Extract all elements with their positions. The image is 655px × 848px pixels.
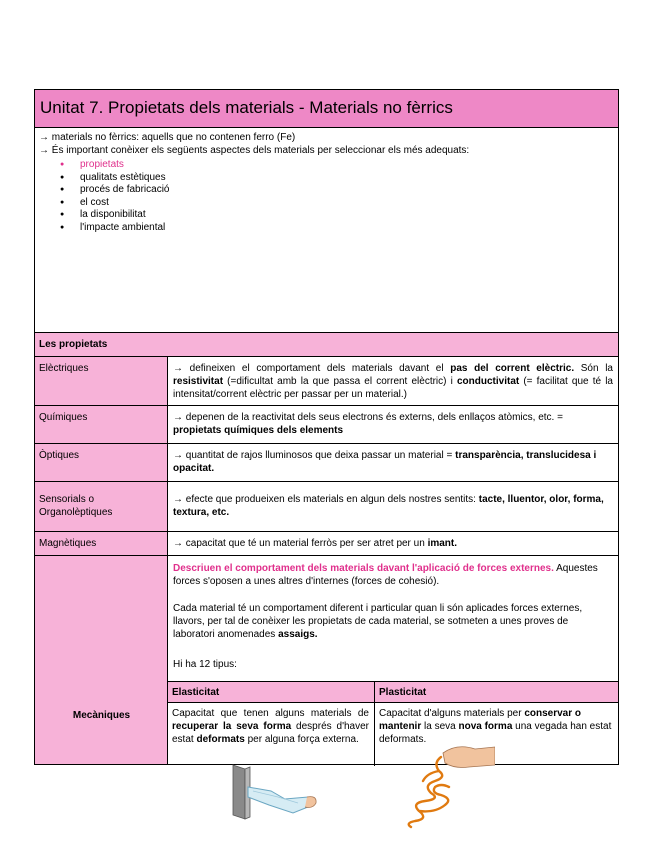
row-label: Magnètiques bbox=[35, 532, 168, 555]
row-label: Mecàniques bbox=[72, 710, 131, 721]
plastic-wire-illustration bbox=[395, 743, 495, 829]
row-label: Òptiques bbox=[35, 444, 168, 481]
elasticitat-cell bbox=[168, 703, 374, 765]
table-row-sensorials bbox=[35, 482, 618, 532]
intro-line-definition: → materials no fèrrics: aquells que no contenen ferro (Fe) bbox=[39, 132, 296, 143]
mecaniques-description bbox=[168, 556, 618, 764]
mecaniques-paragraph-1: Descriuen el comportament dels materials davant l'aplicació de forces externes. Aquestes forces s'oposen a unes altres d'internes (forces de cohesió). bbox=[173, 563, 598, 587]
list-item: ● l'impacte ambiental bbox=[35, 222, 170, 235]
row-description: → capacitat que té un material ferròs per ser atret per un imant. bbox=[173, 538, 458, 549]
page-title: Unitat 7. Propietats dels materials - Materials no fèrrics bbox=[40, 98, 453, 117]
table-row-quimiques bbox=[35, 406, 618, 444]
row-label: Sensorials o Organolèptiques bbox=[35, 482, 168, 531]
subproperties-table bbox=[168, 681, 618, 765]
plasticitat-cell bbox=[375, 703, 618, 765]
plasticitat-description: Capacitat d'alguns materials per conservar o mantenir la seva nova forma una vegada han estat deformats. bbox=[379, 708, 612, 745]
mecaniques-paragraph-3: Hi ha 12 tipus: bbox=[173, 659, 237, 670]
list-item: ● qualitats estètiques bbox=[35, 172, 170, 185]
row-label: Químiques bbox=[35, 406, 168, 443]
table-row-mecaniques bbox=[35, 556, 618, 764]
row-description: → depenen de la reactivitat dels seus electrons és externs, dels enllaços atòmics, etc. = propietats químiques dels elements bbox=[173, 412, 563, 436]
section-header bbox=[35, 333, 618, 357]
title-bar bbox=[35, 90, 618, 128]
section-header-label: Les propietats bbox=[39, 339, 108, 350]
list-item: ● la disponibilitat bbox=[35, 209, 170, 222]
table-row-electriques bbox=[35, 357, 618, 406]
table-row-magnetiques bbox=[35, 532, 618, 556]
row-label: Elèctriques bbox=[35, 357, 168, 405]
plasticitat-header: Plasticitat bbox=[375, 682, 618, 703]
list-item: ● propietats bbox=[35, 159, 170, 172]
elastic-band-illustration bbox=[223, 761, 321, 823]
elasticitat-description: Capacitat que tenen alguns materials de recuperar la seva forma després d'haver estat deformats per alguna força externa. bbox=[172, 708, 370, 745]
row-label-cell bbox=[35, 556, 168, 764]
intro-line-aspects: → És important conèixer els següents aspectes dels materials per seleccionar els més adequats: bbox=[39, 145, 470, 156]
list-item: ● procés de fabricació bbox=[35, 184, 170, 197]
row-description: → efecte que produeixen els materials en algun dels nostres sentits: tacte, lluentor, olor, forma, textura, etc. bbox=[173, 494, 604, 518]
intro-section bbox=[35, 128, 618, 333]
row-description: → quantitat de rajos lluminosos que deixa passar un material = transparència, translucidesa i opacitat. bbox=[173, 450, 597, 474]
aspects-list bbox=[35, 159, 170, 234]
table-row-optiques bbox=[35, 444, 618, 482]
elasticitat-header: Elasticitat bbox=[168, 682, 374, 703]
row-description: → defineixen el comportament dels materials davant el pas del corrent elèctric. Són la resistivitat (=dificultat amb la que passa el corrent elèctric) i conductivitat (= facilitat que té la intensitat/corrent elèctric per passar per un material.) bbox=[173, 363, 613, 400]
document-sheet bbox=[34, 89, 619, 765]
mecaniques-paragraph-2: Cada material té un comportament diferent i particular quan li són aplicades forces externes, llavors, per tal de conèixer les propietats de cada material, se sotmeten a unes proves de laboratori anomenades assaigs. bbox=[173, 603, 583, 640]
list-item: ● el cost bbox=[35, 197, 170, 210]
